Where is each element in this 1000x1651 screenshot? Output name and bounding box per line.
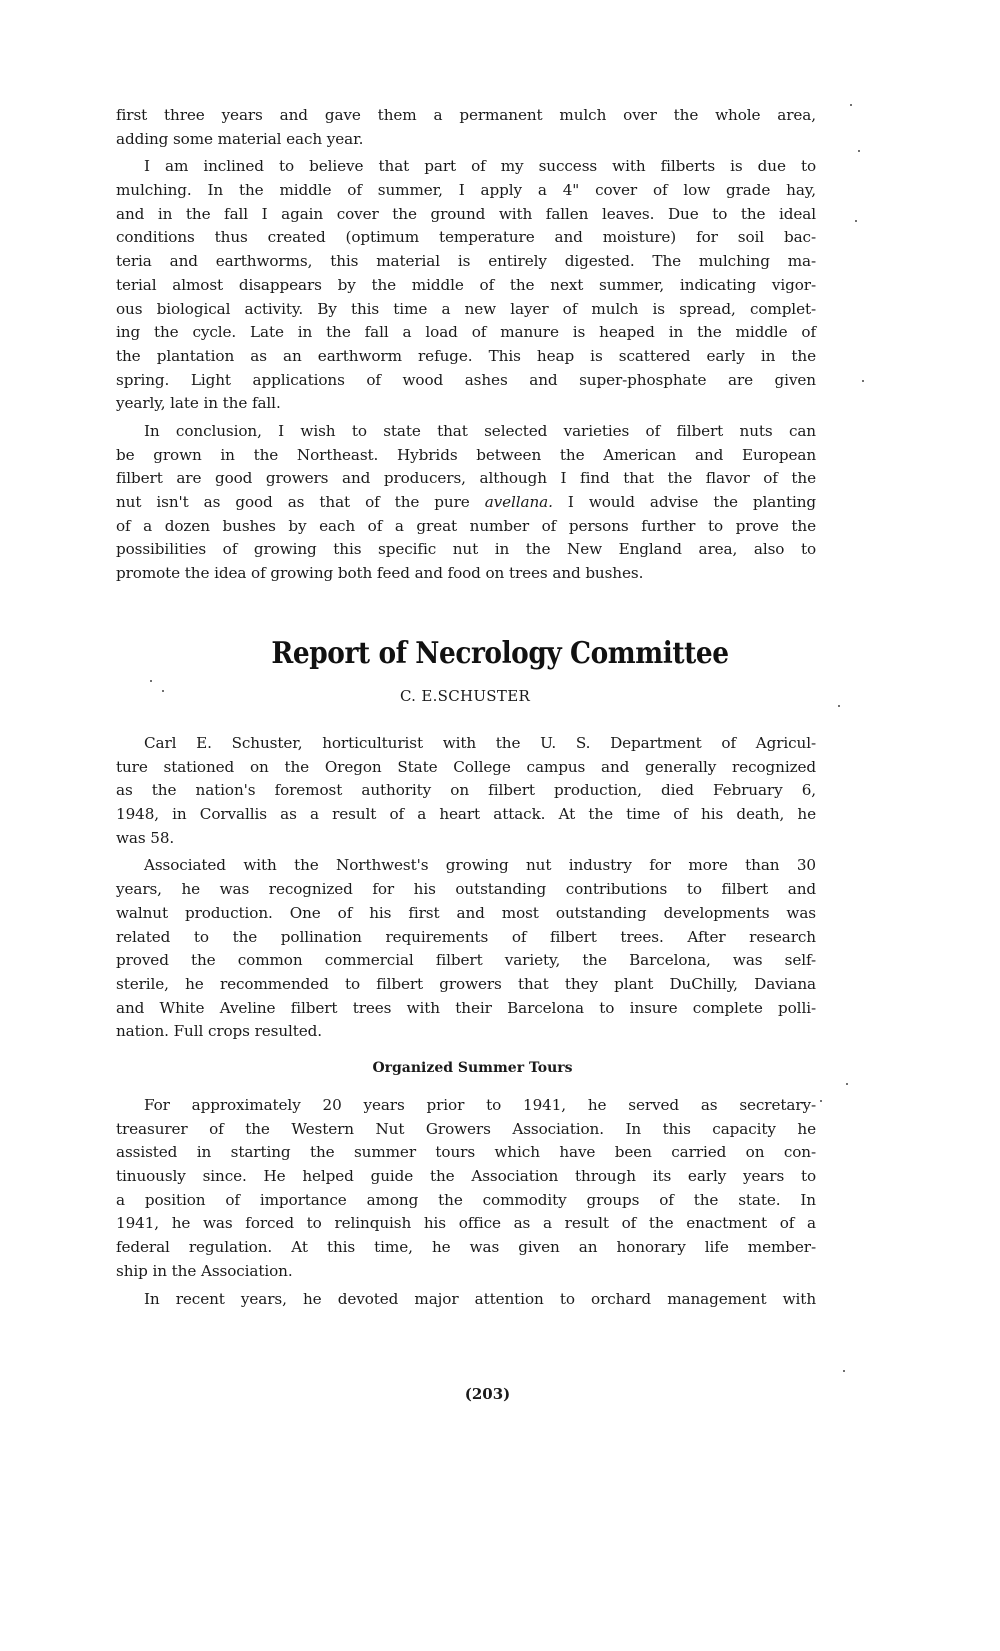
text-line: ture stationed on the Oregon State College campus and generally recognized [116,757,816,776]
text-line: promote the idea of growing both feed and food on trees and bushes. [116,564,644,583]
necrology-body [116,732,816,1044]
text-line: terial almost disappears by the middle of the next summer, indicating vigor- [116,275,816,294]
text-line: For approximately 20 years prior to 1941, he served as secretary- [144,1096,816,1114]
byline: C. E.SCHUSTER [399,687,531,705]
text-line: of a dozen bushes by each of a great number of persons further to prove the [116,516,816,535]
subheading: Organized Summer Tours [372,1060,573,1076]
text-line: tinuously since. He helped guide the Association through its early years to [116,1167,816,1186]
scan-speck [862,380,864,382]
text-line: 1948, in Corvallis as a result of a heart attack. At the time of his death, he [116,805,816,824]
section-title: Report of Necrology Committee [271,636,729,671]
paragraph-biography [116,732,816,850]
scan-speck [850,104,852,106]
text-line: proved the common commercial filbert variety, the Barcelona, was self- [116,951,816,970]
text-line: walnut production. One of his first and most outstanding developments was [116,903,816,922]
text-line: adding some material each year. [116,129,364,148]
text-line: first three years and gave them a permanent mulch over the whole area, [116,106,816,124]
text-line: I am inclined to believe that part of my success with filberts is due to [144,157,816,176]
text-line: Carl E. Schuster, horticulturist with the U. S. Department of Agricul- [144,734,816,752]
text-line: as the nation's foremost authority on filbert production, died February 6, [116,781,816,800]
text-line: years, he was recognized for his outstanding contributions to filbert and [116,880,816,899]
text-line: Associated with the Northwest's growing nut industry for more than 30 [144,856,816,875]
text-line: related to the pollination requirements of filbert trees. After research [116,927,816,946]
paragraph-mulch-intro [116,104,816,151]
text-line: federal regulation. At this time, he was given an honorary life member- [116,1238,816,1257]
text-line: a position of importance among the commodity groups of the state. In [116,1190,816,1209]
text-line: In recent years, he devoted major attention to orchard management with [144,1289,816,1308]
text-line: be grown in the Northeast. Hybrids between the American and European [116,445,816,464]
scan-speck [858,150,860,152]
scan-speck [162,690,164,692]
text-line: filbert are good growers and producers, although I find that the flavor of the [116,469,816,488]
text-line: the plantation as an earthworm refuge. This heap is scattered early in the [116,346,816,365]
paragraph-recent-years [116,1288,816,1312]
text-line: spring. Light applications of wood ashes and super-phosphate are given [116,370,816,389]
text-line: and in the fall I again cover the ground with fallen leaves. Due to the ideal [116,204,816,223]
paragraph-contributions [116,854,816,1044]
text-line: ship in the Association. [116,1261,293,1280]
text-line: and White Aveline filbert trees with their Barcelona to insure complete polli- [116,998,816,1017]
text-line: treasurer of the Western Nut Growers Association. In this capacity he [116,1119,816,1138]
text-line: ing the cycle. Late in the fall a load of manure is heaped in the middle of [116,323,816,342]
scan-speck [820,1100,822,1102]
text-run: nut isn't as good as that of the pure [116,493,485,511]
summer-tours-body [116,1094,816,1311]
scan-speck [843,1370,845,1372]
italic-term: avellana. [484,493,553,511]
text-line: mulching. In the middle of summer, I apply a 4" cover of low grade hay, [116,181,816,200]
text-line: nation. Full crops resulted. [116,1022,323,1041]
paragraph-secretary-treasurer [116,1094,816,1284]
text-line: yearly, late in the fall. [116,394,281,413]
text-line-with-italic [116,491,816,515]
paragraph-mulching-success [116,155,816,416]
scan-speck [150,680,152,682]
scan-speck [846,1083,848,1085]
text-line: teria and earthworms, this material is entirely digested. The mulching ma- [116,252,816,271]
scan-speck [855,220,857,222]
continued-article-body [116,104,816,586]
text-line: sterile, he recommended to filbert growers that they plant DuChilly, Daviana [116,974,816,993]
text-line: possibilities of growing this specific nut in the New England area, also to [116,540,816,559]
text-line: was 58. [116,828,175,847]
paragraph-conclusion [116,420,816,586]
text-run: I would advise the planting [552,493,817,511]
text-line: In conclusion, I wish to state that selected varieties of filbert nuts can [144,421,816,440]
text-line: ous biological activity. By this time a new layer of mulch is spread, complet- [116,299,816,318]
text-line: assisted in starting the summer tours which have been carried on con- [116,1143,816,1162]
text-line: 1941, he was forced to relinquish his office as a result of the enactment of a [116,1214,816,1233]
page-number: (203) [464,1385,511,1403]
text-line: conditions thus created (optimum temperature and moisture) for soil bac- [116,228,816,247]
scan-speck [838,705,840,707]
